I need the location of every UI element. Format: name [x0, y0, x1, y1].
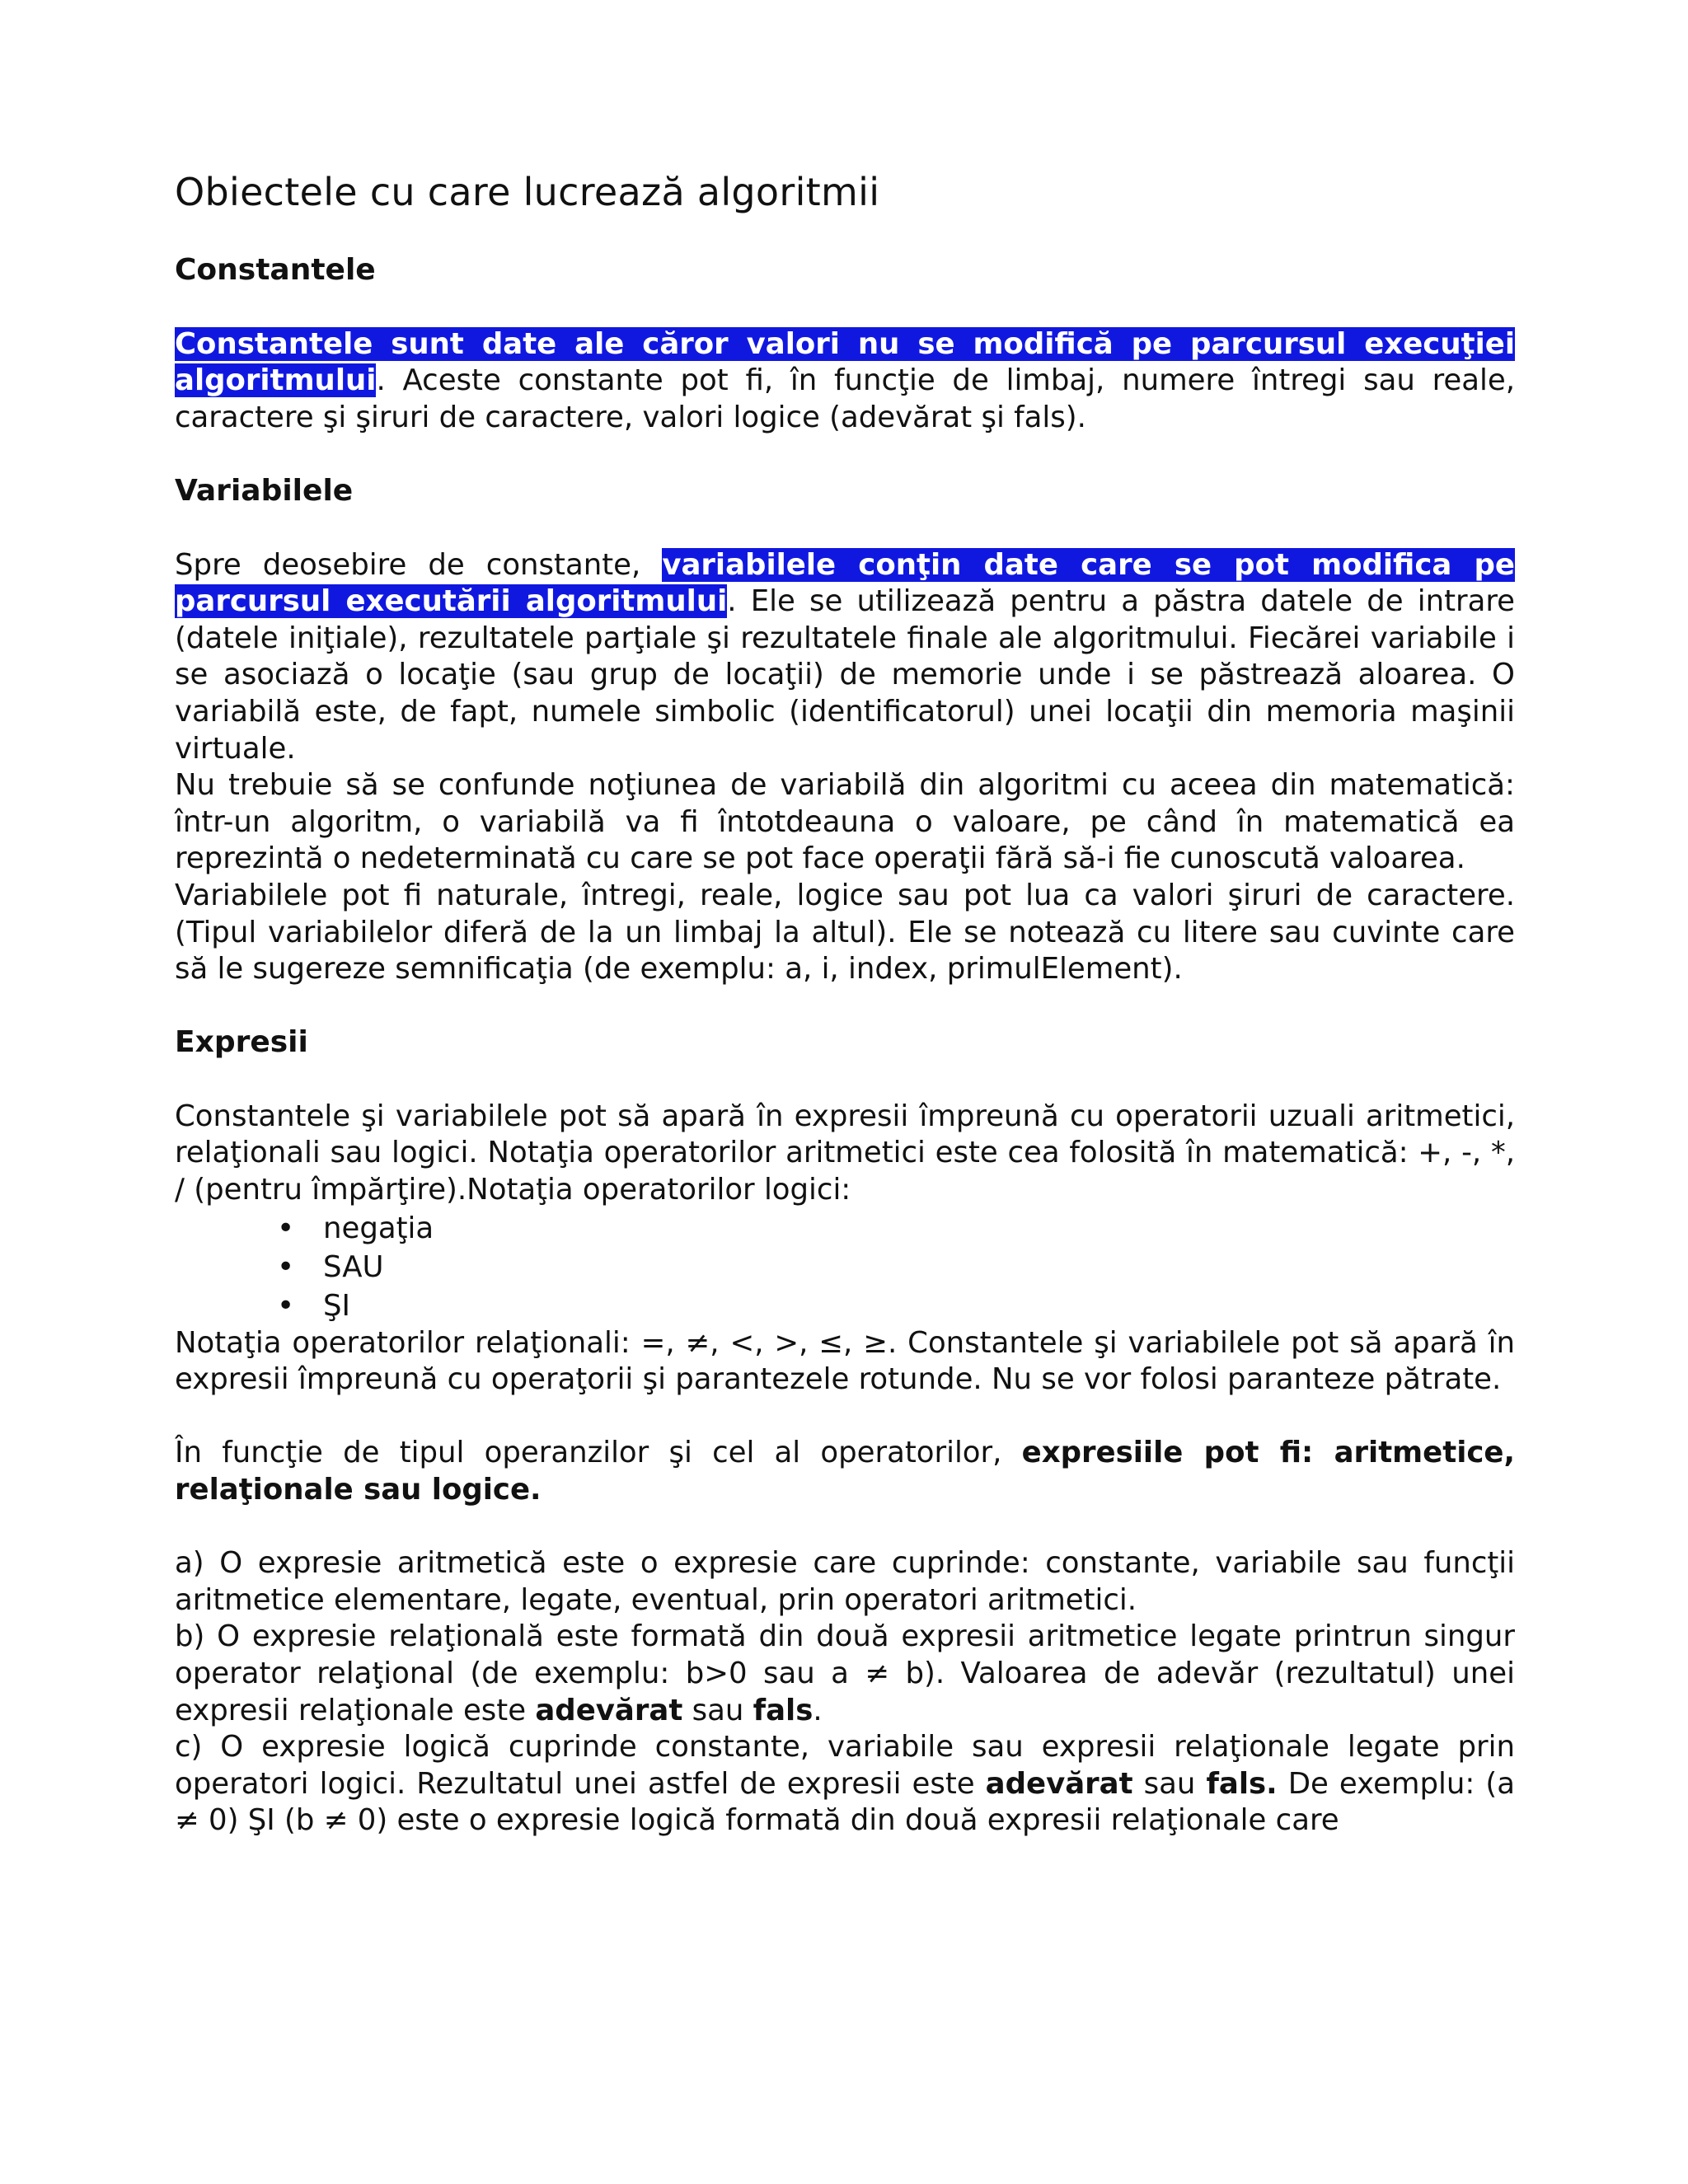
page-title: Obiectele cu care lucrează algoritmii: [175, 170, 880, 214]
list-item: • negaţia: [323, 1209, 1515, 1248]
paragraph-variabile-2: Nu trebuie să se confunde noţiunea de variabilă din algoritmi cu aceea din matematică: într-un algoritm, o variabilă va fi întotdeauna o valoare, pe când în matematică ea reprezintă o nedeterminată cu care se pot face operaţii fără să-i fie cunoscută valoarea.: [175, 768, 1515, 876]
text-c-end: De exemplu: (a ≠ 0) ŞI (b ≠ 0) este o expresie logică formată din două expresii relaţionale care: [175, 1766, 1515, 1838]
paragraph-expresii-3: [175, 1435, 1515, 1508]
text-b-end: .: [813, 1693, 823, 1727]
paragraph-expresie-aritmetica: a) O expresie aritmetică este o expresie care cuprinde: constante, variabile sau funcţii aritmetice elementare, legate, eventual, prin operatori aritmetici.: [175, 1546, 1515, 1617]
text-variabile-intro: Spre deosebire de constante,: [175, 547, 663, 582]
paragraph-variabile-3: Variabilele pot fi naturale, întregi, reale, logice sau pot lua ca valori şiruri de caractere. (Tipul variabilelor diferă de la un limbaj la altul). Ele se notează cu litere sau cuvinte care să le sugereze semnificaţia (de exemplu: a, i, index, primulElement).: [175, 878, 1515, 987]
paragraph-variabile-1: [175, 547, 1515, 768]
text-constante-rest: . Aceste constante pot fi, în funcţie de limbaj, numere întregi sau reale, caractere şi şiruri de caractere, valori logice (adevărat şi fals).: [175, 363, 1515, 434]
paragraph-constantele: [175, 326, 1515, 437]
list-item: • ŞI: [323, 1286, 1515, 1325]
text-b-adevarat: adevărat: [535, 1693, 683, 1727]
heading-expresii: Expresii: [175, 1025, 308, 1060]
highlighted-definition-constante[interactable]: Constantele sunt date ale căror valori nu se modifică pe parcursul execuţiei algoritmului: [175, 326, 1515, 398]
paragraph-expresii-2: Notaţia operatorilor relaţionali: =, ≠, <, >, ≤, ≥. Constantele şi variabilele pot să apară în expresii împreună cu operaţorii şi parantezele rotunde. Nu se vor folosi paranteze pătrate.: [175, 1325, 1515, 1397]
text-c-adevarat: adevărat: [985, 1766, 1133, 1801]
paragraph-expresie-relationala: [175, 1619, 1515, 1729]
text-b-plain: b) O expresie relaţională este formată din două expresii aritmetice legate printrun singur operator relaţional (de exemplu: b>0 sau a ≠ b). Valoarea de adevăr (rezultatul) unei expresii relaţionale este: [175, 1619, 1515, 1727]
text-expresii-3-plain: În funcţie de tipul operanzilor şi cel al operatorilor,: [175, 1436, 1022, 1470]
paragraph-expresie-logica: [175, 1729, 1515, 1840]
text-variabile-rest: . Ele se utilizează pentru a păstra datele de intrare (datele iniţiale), rezultatele parţiale şi rezultatele finale ale algoritmului. Fiecărei variabile i se asociază o locaţie (sau grup de locaţii) de memorie unde i se păstrează aloarea. O variabilă este, de fapt, numele simbolic (identificatorul) unei locaţii din memoria maşinii virtuale.: [175, 584, 1515, 766]
paragraph-expresii-1: Constantele şi variabilele pot să apară în expresii împreună cu operatorii uzuali aritmetici, relaţionali sau logici. Notaţia operatorilor aritmetici este cea folosită în matematică: +, -, *, / (pentru împărţire).Notaţia operatorilor logici:: [175, 1099, 1515, 1207]
text-c-fals: fals.: [1206, 1766, 1278, 1801]
text-c-mid: sau: [1132, 1766, 1207, 1801]
logical-operators-list: [175, 1209, 1515, 1325]
text-expresii-3-bold: expresiile pot fi: aritmetice, relaţionale sau logice.: [175, 1436, 1515, 1507]
text-c-plain: c) O expresie logică cuprinde constante, variabile sau expresii relaţionale legate prin operatori logici. Rezultatul unei astfel de expresii este: [175, 1730, 1515, 1801]
heading-constantele: Constantele: [175, 253, 376, 287]
document-page: [175, 169, 1515, 1840]
text-b-mid: sau: [682, 1693, 753, 1727]
heading-variabilele: Variabilele: [175, 473, 354, 508]
highlighted-definition-variabile[interactable]: variabilele conţin date care se pot modifica pe parcursul executării algoritmului: [175, 547, 1516, 619]
text-b-fals: fals: [753, 1693, 814, 1727]
list-item: • SAU: [323, 1248, 1515, 1286]
